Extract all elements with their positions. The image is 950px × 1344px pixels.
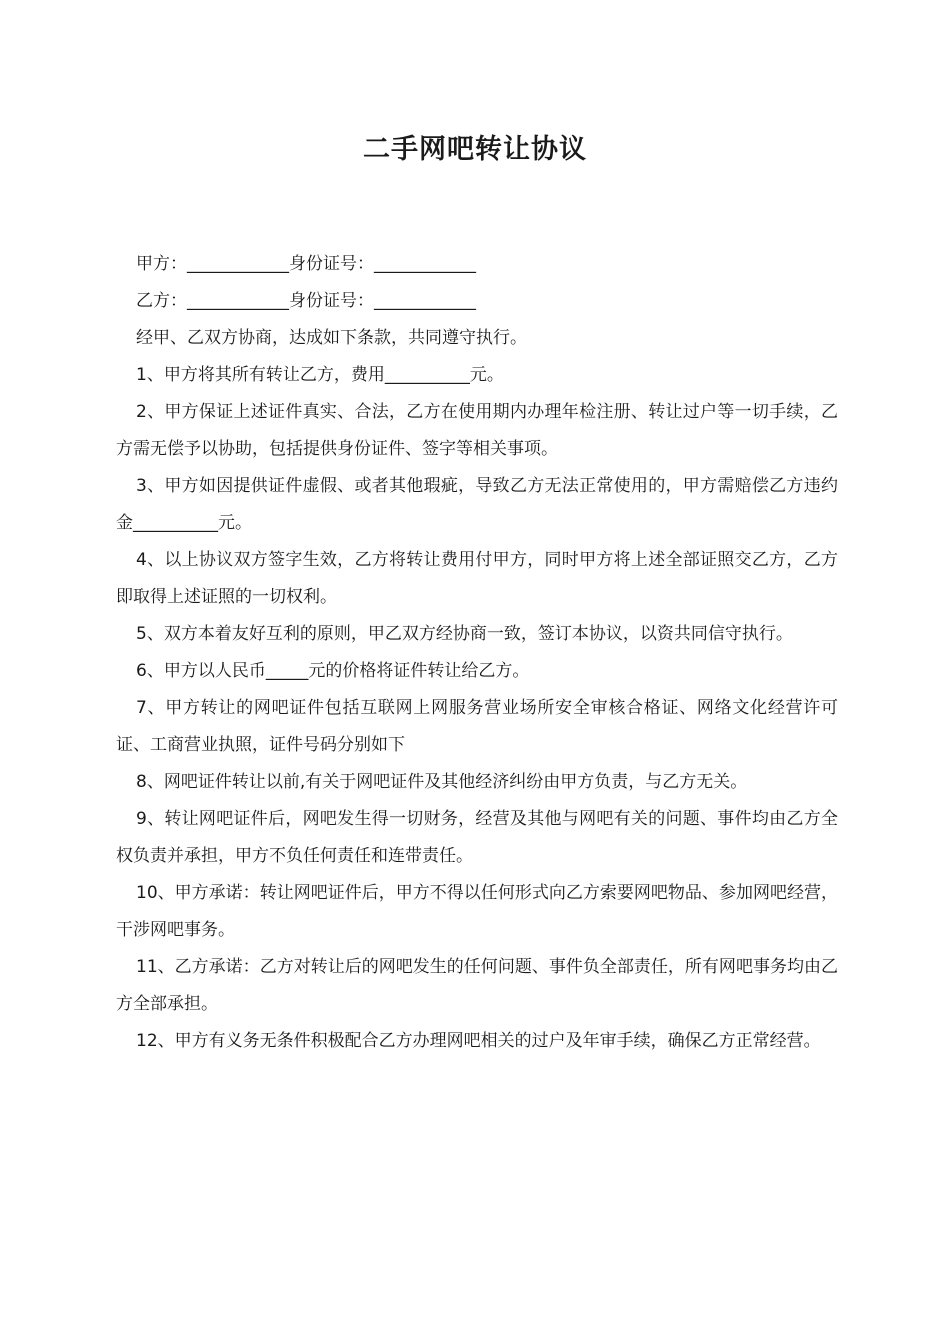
clause-8: 8、网吧证件转让以前,有关于网吧证件及其他经济纠纷由甲方负责，与乙方无关。 bbox=[136, 772, 748, 792]
document-body bbox=[116, 246, 838, 1060]
clause-11: 11、乙方承诺：乙方对转让后的网吧发生的任何问题、事件负全部责任，所有网吧事务均由乙方全部承担。 bbox=[116, 957, 838, 1014]
clause-4: 4、以上协议双方签字生效，乙方将转让费用付甲方，同时甲方将上述全部证照交乙方，乙方即取得上述证照的一切权利。 bbox=[116, 550, 838, 607]
intro-paragraph: 经甲、乙双方协商，达成如下条款，共同遵守执行。 bbox=[136, 328, 527, 348]
clause-6: 6、甲方以人民币_____元的价格将证件转让给乙方。 bbox=[136, 661, 530, 681]
clause-10: 10、甲方承诺：转让网吧证件后，甲方不得以任何形式向乙方索要网吧物品、参加网吧经营，干涉网吧事务。 bbox=[116, 883, 838, 940]
clause-2: 2、甲方保证上述证件真实、合法，乙方在使用期内办理年检注册、转让过户等一切手续，乙方需无偿予以协助，包括提供身份证件、签字等相关事项。 bbox=[116, 402, 838, 459]
clause-1: 1、甲方将其所有转让乙方，费用__________元。 bbox=[136, 365, 504, 385]
document-title: 二手网吧转让协议 bbox=[363, 134, 587, 165]
clause-3: 3、甲方如因提供证件虚假、或者其他瑕疵，导致乙方无法正常使用的，甲方需赔偿乙方违约金__________元。 bbox=[116, 476, 838, 533]
party-b-line: 乙方：____________身份证号：____________ bbox=[136, 291, 476, 311]
clause-7: 7、甲方转让的网吧证件包括互联网上网服务营业场所安全审核合格证、网络文化经营许可证、工商营业执照，证件号码分别如下 bbox=[116, 698, 838, 755]
clause-12: 12、甲方有义务无条件积极配合乙方办理网吧相关的过户及年审手续，确保乙方正常经营。 bbox=[136, 1031, 821, 1051]
party-a-line: 甲方：____________身份证号：____________ bbox=[136, 254, 476, 274]
clause-5: 5、双方本着友好互利的原则，甲乙双方经协商一致，签订本协议，以资共同信守执行。 bbox=[136, 624, 793, 644]
clause-9: 9、转让网吧证件后，网吧发生得一切财务，经营及其他与网吧有关的问题、事件均由乙方全权负责并承担，甲方不负任何责任和连带责任。 bbox=[116, 809, 838, 866]
